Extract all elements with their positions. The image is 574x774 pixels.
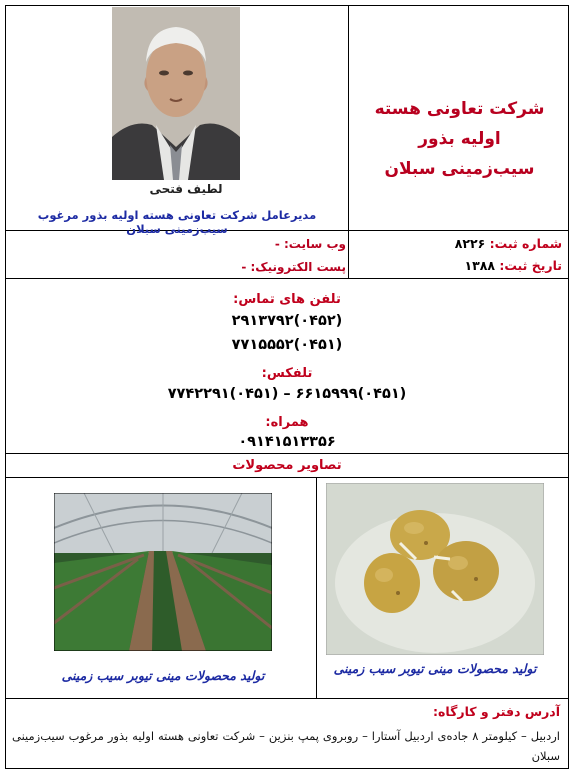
email-line: پست الکترونیک: -: [241, 260, 346, 274]
mobile-label: [6, 411, 568, 430]
phones-label: [6, 288, 568, 307]
phones-label-text: تلفن های تماس:: [233, 292, 341, 307]
phone-1-text: (۰۴۵۲)۲۹۱۳۷۹۲: [231, 313, 343, 329]
manager-name: لطیف فتحی: [149, 182, 223, 196]
phone-2: [6, 334, 568, 353]
address-label: آدرس دفتر و کارگاه:: [433, 704, 560, 719]
products-heading: تصاویر محصولات: [232, 458, 342, 473]
registration-number: [455, 236, 562, 251]
website-line: وب سایت: -: [274, 237, 346, 251]
caption-right: تولید محصولات مینی تیوبر سیب زمینی: [333, 661, 537, 676]
company-title-line2: سیب‌زمینی سبلان: [384, 159, 535, 179]
products-divider: [316, 478, 317, 699]
registration-date-value: ۱۳۸۸: [464, 258, 495, 273]
mobile-number-text: ۰۹۱۴۱۵۱۳۳۵۶: [238, 434, 336, 450]
fax-label: [6, 362, 568, 381]
phone-1: [6, 310, 568, 329]
mobile-number: [6, 431, 568, 450]
registration-number-label: شماره ثبت:: [489, 236, 562, 251]
potato-tubers-photo: [326, 483, 544, 655]
company-title: [357, 94, 562, 184]
greenhouse-photo: [54, 493, 272, 651]
fax-numbers: [6, 383, 568, 402]
registration-date: [464, 258, 562, 273]
company-card: [5, 5, 569, 769]
phone-2-text: (۰۴۵۱)۷۷۱۵۵۵۲: [231, 337, 343, 353]
company-title-line1: شرکت تعاونی هسته اولیه بذور: [374, 99, 545, 149]
caption-left: تولید محصولات مینی تیوبر سیب زمینی: [61, 668, 265, 683]
manager-photo: [112, 7, 240, 180]
mobile-label-text: همراه:: [265, 415, 309, 430]
registration-date-label: تاریخ ثبت:: [499, 258, 562, 273]
address-text: اردبیل – کیلومتر ۸ جاده‌ی اردبیل آستارا – روبروی پمپ بنزین – شرکت تعاونی هسته اولیه بذور مرغوب سیب‌زمینی سبلان: [12, 729, 561, 763]
registration-number-value: ۸۲۲۶: [454, 236, 486, 251]
fax-numbers-text: (۰۴۵۱)۶۶۱۵۹۹۹ – (۰۴۵۱)۷۷۴۲۲۹۱: [167, 386, 407, 402]
manager-title: مدیرعامل شرکت تعاونی هسته اولیه بذور مرغوب سیب‌زمینی سبلان: [37, 208, 317, 236]
fax-label-text: تلفکس:: [261, 366, 313, 381]
